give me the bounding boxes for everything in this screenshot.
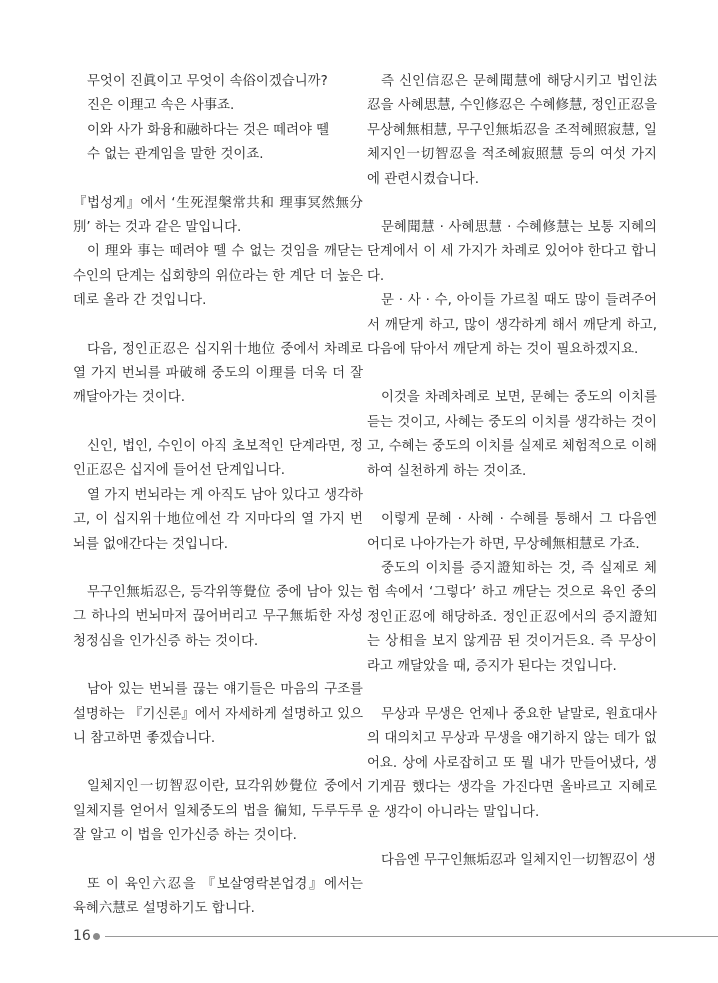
paragraph-gap: [73, 314, 363, 338]
paragraph-gap: [367, 362, 657, 386]
paragraph: 다음, 정인正忍은 십지위十地位 중에서 차례로 열 가지 번뇌를 파破해 중도의 이理를 더욱 더 잘 깨달아가는 것이다.: [73, 341, 363, 406]
paragraph: 즉 신인信忍은 문혜聞慧에 해당시키고 법인法忍을 사혜思慧, 수인修忍은 수혜修慧, 정인正忍을 무상혜無相慧, 무구인無垢忍을 조적혜照寂慧, 일체지인一切智忍을 적조혜寂照慧 등의 여섯 가지에 관련시켰습니다.: [367, 74, 657, 187]
paragraph: 『법성게』에서 ‘生死涅槃常共和 理事冥然無分別’ 하는 것과 같은 말입니다.: [73, 195, 363, 236]
paragraph: 남아 있는 번뇌를 끊는 얘기들은 마음의 구조를 설명하는 『기신론』에서 자세하게 설명하고 있으니 참고하면 좋겠습니다.: [73, 682, 363, 746]
paragraph: 신인, 법인, 수인이 아직 초보적인 단계라면, 정인正忍은 십지에 들어선 단계입니다.: [73, 438, 363, 479]
right-column: [367, 70, 657, 873]
paragraph: 무엇이 진眞이고 무엇이 속俗이겠습니까?: [87, 74, 328, 89]
page-number: 16: [73, 928, 91, 944]
footer-rule: [105, 936, 718, 937]
left-column: [73, 70, 363, 921]
paragraph: 이 理와 事는 떼려야 뗄 수 없는 것임을 깨닫는 수인의 단계는 십회향의 위位라는 한 계단 더 높은 데로 올라 간 것입니다.: [73, 244, 363, 309]
paragraph-gap: [367, 825, 657, 849]
paragraph: 수 없는 관계임을 말한 것이죠.: [87, 147, 264, 163]
page-footer: [73, 924, 718, 948]
paragraph: 중도의 이치를 증지證知하는 것, 즉 실제로 체험 속에서 ‘그렇다’ 하고 깨닫는 것으로 육인 중의 정인正忍에 해당하죠. 정인正忍에서의 증지證知는 상相을 보지 않게끔 된 것이거든요. 즉 무상이라고 깨달았을 때, 증지가 된다는 것입니다.: [367, 560, 657, 674]
paragraph: 이와 사가 화융和融하다는 것은 떼려야 뗄: [87, 122, 330, 138]
paragraph: 문혜聞慧 · 사혜思慧 · 수혜修慧는 보통 지혜의 단계에서 이 세 가지가 차례로 있어야 한다고 합니다.: [367, 220, 657, 284]
paragraph-gap: [73, 411, 363, 435]
paragraph: 일체지인一切智忍이란, 묘각위妙覺位 중에서 일체지를 얻어서 일체중도의 법을 徧知, 두루두루 잘 알고 이 법을 인가신증 하는 것이다.: [73, 779, 363, 844]
paragraph-gap: [73, 557, 363, 581]
paragraph: 진은 이理고 속은 사事죠.: [87, 98, 235, 114]
paragraph-gap: [73, 751, 363, 775]
bullet-dot-icon: [93, 933, 100, 940]
paragraph-gap: [367, 484, 657, 508]
paragraph: 열 가지 번뇌라는 게 아직도 남아 있다고 생각하고, 이 십지위十地位에선 각 지마다의 열 가지 번뇌를 없애간다는 것입니다.: [73, 487, 363, 552]
paragraph: 문 · 사 · 수, 아이들 가르칠 때도 많이 들려주어서 깨닫게 하고, 많이 생각하게 해서 깨닫게 하고, 다음에 닦아서 깨닫게 하는 것이 필요하겠지요.: [367, 293, 657, 358]
paragraph-gap: [367, 679, 657, 703]
paragraph: 이렇게 문혜 · 사혜 · 수혜를 통해서 그 다음엔 어디로 나아가는가 하면, 무상혜無相慧로 가죠.: [367, 512, 657, 552]
paragraph-gap: [73, 849, 363, 873]
paragraph: 또 이 육인六忍을 『보살영락본업경』에서는 육혜六慧로 설명하기도 합니다.: [73, 876, 363, 916]
paragraph: 다음엔 무구인無垢忍과 일체지인一切智忍이 생: [381, 852, 656, 868]
paragraph: 이것을 차례차례로 보면, 문혜는 중도의 이치를 듣는 것이고, 사혜는 중도의 이치를 생각하는 것이고, 수혜는 중도의 이치를 실제로 체험적으로 이해하여 실천하게 하는 것이죠.: [367, 390, 657, 479]
paragraph-gap: [73, 168, 363, 192]
paragraph: 무구인無垢忍은, 등각위等覺位 중에 남아 있는 그 하나의 번뇌마저 끊어버리고 무구無垢한 자성청정심을 인가신증 하는 것이다.: [73, 584, 363, 649]
paragraph: 무상과 무생은 언제나 중요한 낱말로, 원효대사의 대의치고 무상과 무생을 얘기하지 않는 데가 없어요. 상에 사로잡히고 또 뭘 내가 만들어냈다, 생기게끔 했다는 생각을 가진다면 올바르고 지혜로운 생각이 아니라는 말입니다.: [367, 706, 657, 820]
paragraph-gap: [367, 192, 657, 216]
paragraph-gap: [73, 654, 363, 678]
